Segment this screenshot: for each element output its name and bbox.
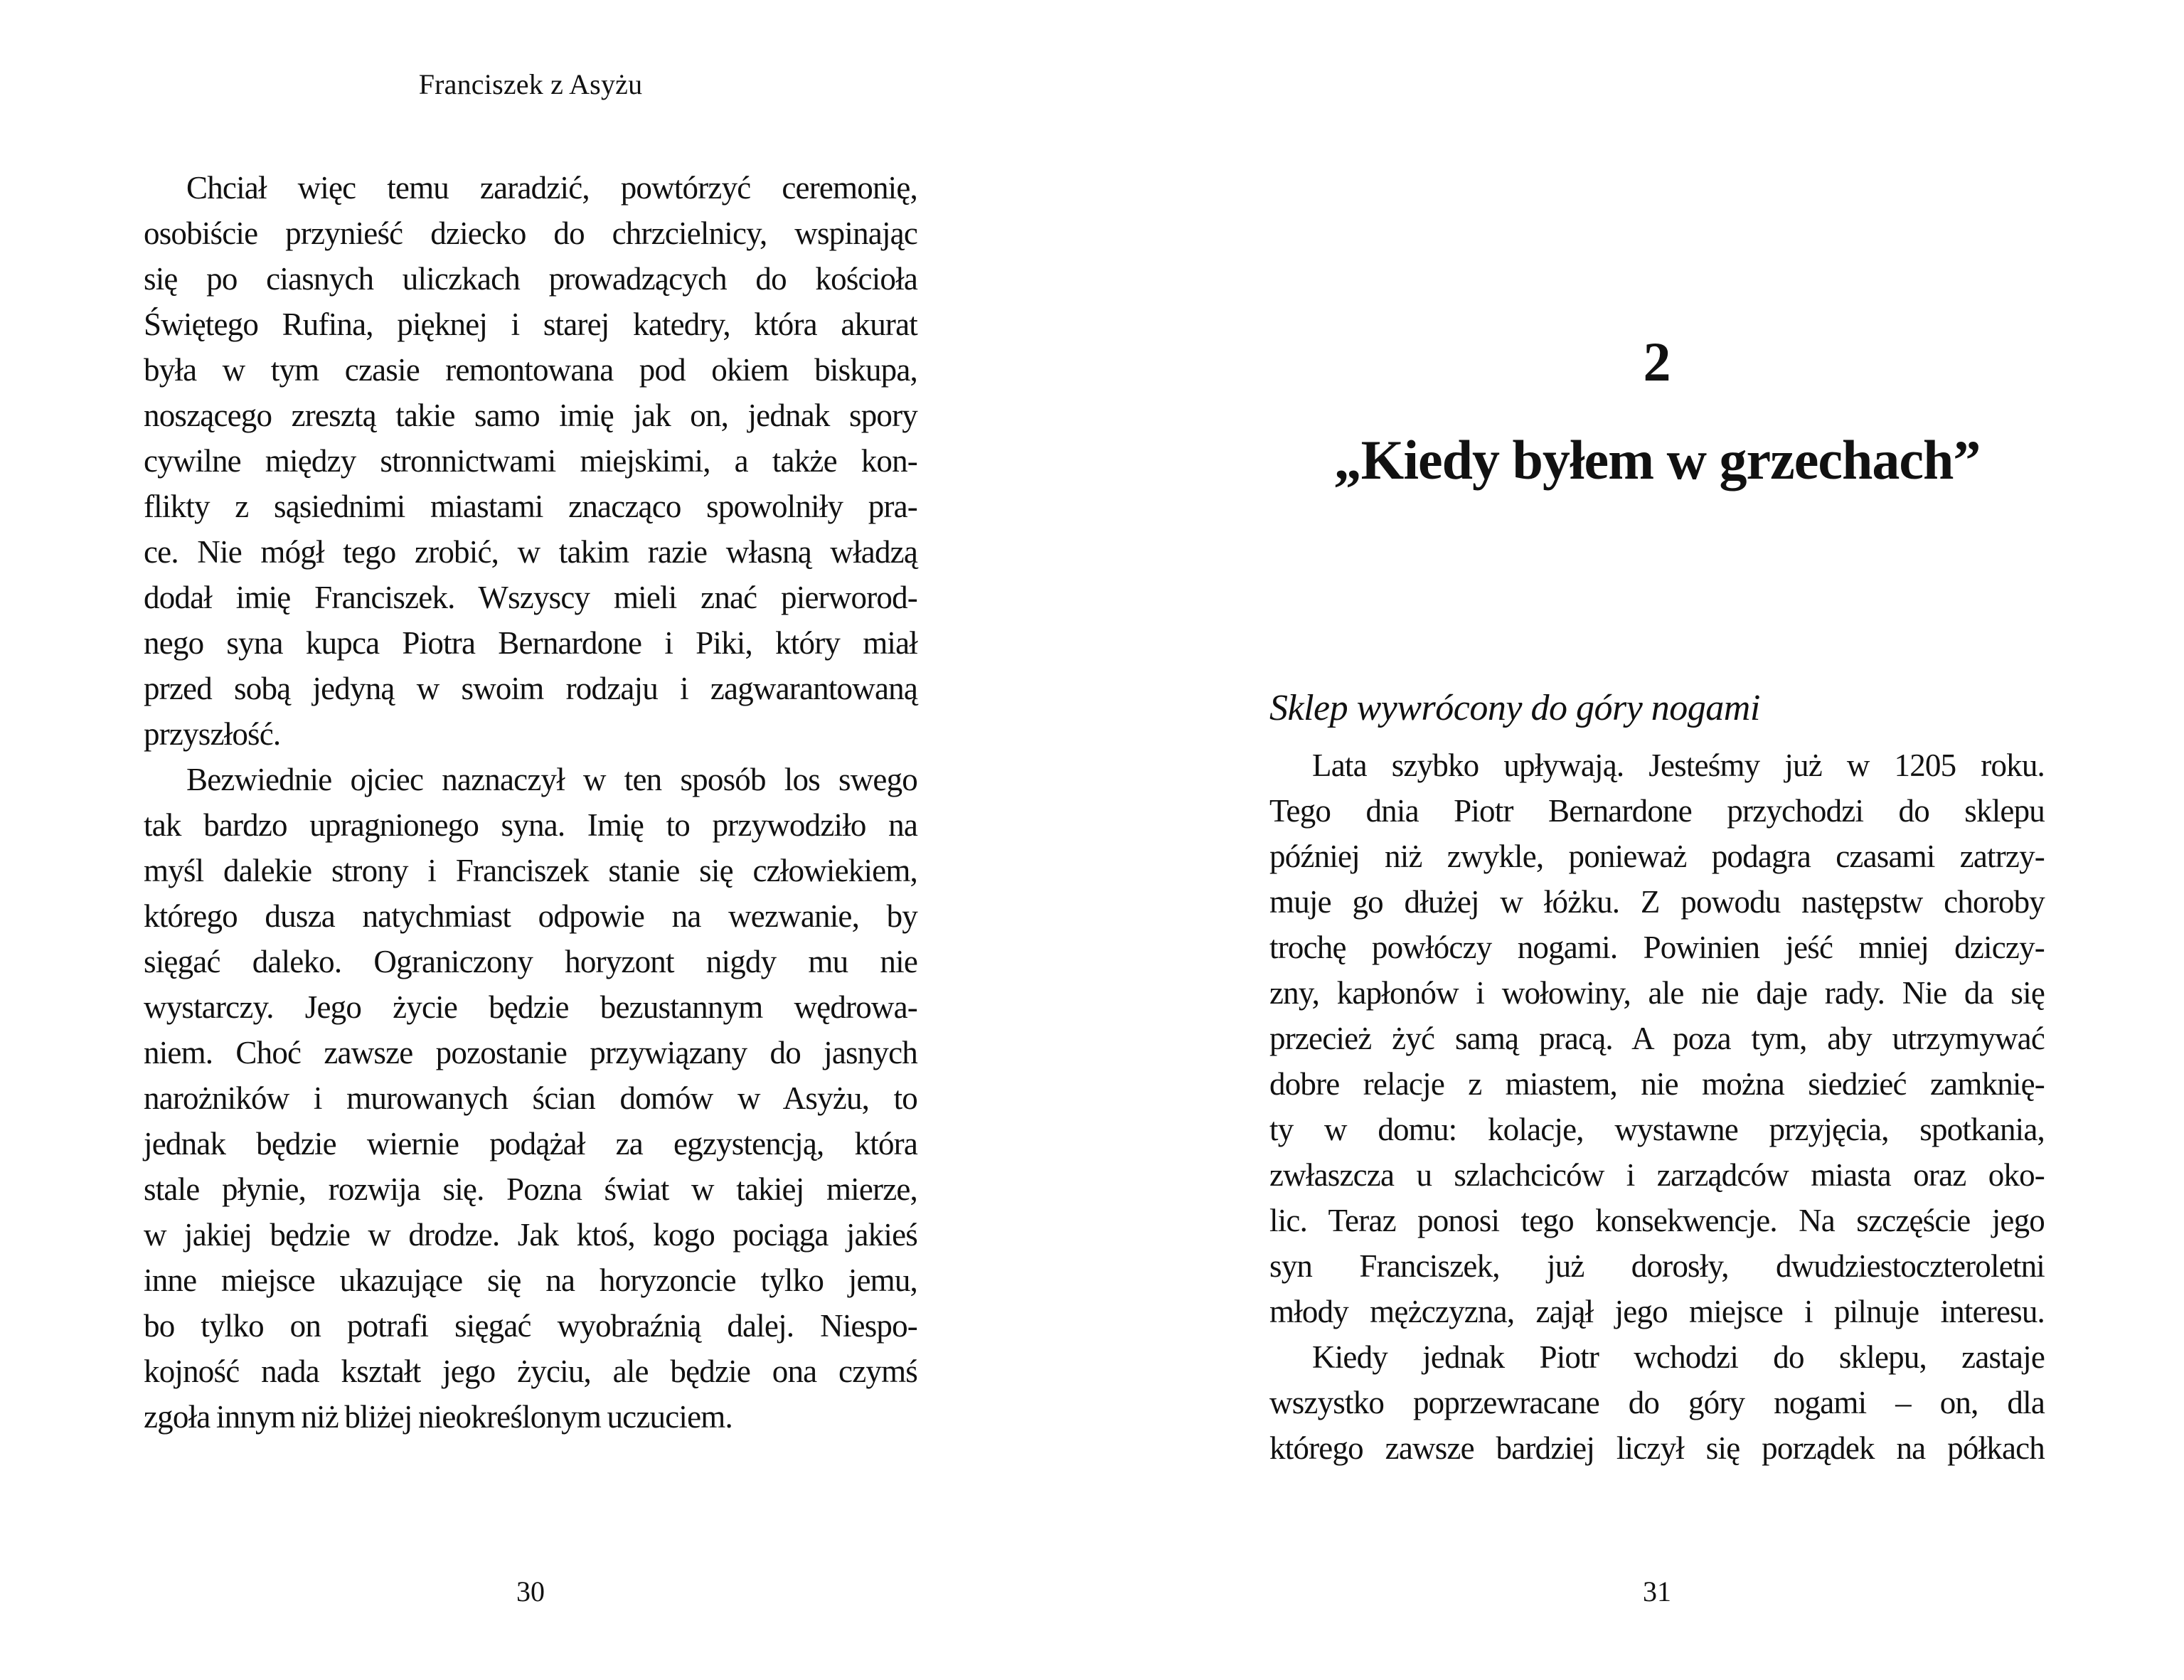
text-line: przed sobą jedyną w swoim rodzaju i zagwarantowaną	[144, 671, 917, 706]
text-line: zgoła innym niż bliżej nieokreślonym uczuciem.	[144, 1399, 733, 1435]
text-line: ce. Nie mógł tego zrobić, w takim razie własną władzą	[144, 534, 917, 570]
text-line: bo tylko on potrafi sięgać wyobraźnią dalej. Niespo-	[144, 1308, 917, 1344]
text-line: się po ciasnych uliczkach prowadzących do kościoła	[144, 261, 917, 297]
text-line: syn Franciszek, już dorosły, dwudziestoczteroletni	[1269, 1248, 2045, 1284]
text-line: Bezwiednie ojciec naznaczył w ten sposób los swego	[186, 762, 917, 797]
text-line: dodał imię Franciszek. Wszyscy mieli znać pierworod-	[144, 580, 917, 615]
text-line: Lata szybko upływają. Jesteśmy już w 1205 roku.	[1312, 748, 2045, 783]
text-line: niem. Choć zawsze pozostanie przywiązany do jasnych	[144, 1035, 917, 1070]
text-line: cywilne między stronnictwami miejskimi, a także kon-	[144, 443, 917, 479]
text-line: myśl dalekie strony i Franciszek stanie się człowiekiem,	[144, 853, 917, 888]
text-line: wszystko poprzewracane do góry nogami – on, dla	[1269, 1385, 2045, 1420]
right-page-body-text	[1269, 743, 2045, 1471]
text-line: ty w domu: kolacje, wystawne przyjęcia, spotkania,	[1269, 1112, 2045, 1147]
text-line: przecież żyć samą pracą. A poza tym, aby utrzymywać	[1269, 1021, 2045, 1056]
left-page-body-text	[144, 165, 917, 1440]
text-line: Kiedy jednak Piotr wchodzi do sklepu, zastaje	[1312, 1339, 2045, 1375]
text-line: stale płynie, rozwija się. Pozna świat w takiej mierze,	[144, 1171, 917, 1207]
text-line: którego dusza natychmiast odpowie na wezwanie, by	[144, 898, 917, 934]
text-line: tak bardzo upragnionego syna. Imię to przywodziło na	[144, 807, 917, 843]
text-line: zny, kapłonów i wołowiny, ale nie daje rady. Nie da się	[1269, 975, 2045, 1011]
text-line: muje go dłużej w łóżku. Z powodu następstw choroby	[1269, 884, 2045, 920]
running-header: Franciszek z Asyżu	[418, 68, 643, 100]
text-line: jednak będzie wiernie podążał za egzystencją, która	[144, 1126, 917, 1161]
text-line: lic. Teraz ponosi tego konsekwencje. Na szczęście jego	[1269, 1203, 2045, 1238]
text-line: flikty z sąsiednimi miastami znacząco spowolniły pra-	[144, 489, 917, 524]
right-page	[1269, 0, 2045, 1680]
text-line: narożników i murowanych ścian domów w Asyżu, to	[144, 1080, 917, 1116]
text-line: Tego dnia Piotr Bernardone przychodzi do sklepu	[1269, 793, 2045, 829]
paragraph	[1269, 743, 2045, 1334]
page-number-right: 31	[1643, 1575, 1671, 1607]
text-line: później niż zwykle, ponieważ podagra czasami zatrzy-	[1269, 839, 2045, 874]
paragraph	[144, 165, 917, 757]
text-line: osobiście przynieść dziecko do chrzcielnicy, wspinając	[144, 216, 917, 251]
text-line: dobre relacje z miastem, nie można siedzieć zamknię-	[1269, 1066, 2045, 1102]
paragraph	[144, 757, 917, 1440]
chapter-title: „Kiedy byłem w grzechach”	[1333, 429, 1981, 491]
page-number-left: 30	[516, 1575, 545, 1607]
chapter-number: 2	[1643, 331, 1671, 393]
text-line: zwłaszcza u szlachciców i zarządców miasta oraz oko-	[1269, 1157, 2045, 1193]
text-line: noszącego zresztą takie samo imię jak on, jednak spory	[144, 398, 917, 433]
text-line: Świętego Rufina, pięknej i starej katedry, która akurat	[144, 307, 917, 342]
text-line: młody mężczyzna, zajął jego miejsce i pilnuje interesu.	[1269, 1294, 2045, 1329]
text-line: inne miejsce ukazujące się na horyzoncie tylko jemu,	[144, 1262, 917, 1298]
text-line: trochę powłóczy nogami. Powinien jeść mniej dziczy-	[1269, 930, 2045, 965]
text-line: którego zawsze bardziej liczył się porządek na półkach	[1269, 1430, 2045, 1466]
text-line: wystarczy. Jego życie będzie bezustannym wędrowa-	[144, 989, 917, 1025]
text-line: była w tym czasie remontowana pod okiem biskupa,	[144, 352, 917, 388]
text-line: Chciał więc temu zaradzić, powtórzyć ceremonię,	[186, 170, 917, 206]
text-line: przyszłość.	[144, 716, 281, 752]
section-heading: Sklep wywrócony do góry nogami	[1269, 688, 1760, 728]
text-line: sięgać daleko. Ograniczony horyzont nigdy mu nie	[144, 944, 917, 979]
text-line: nego syna kupca Piotra Bernardone i Piki, który miał	[144, 625, 917, 661]
text-line: w jakiej będzie w drodze. Jak ktoś, kogo pociąga jakieś	[144, 1217, 917, 1253]
left-page	[144, 0, 917, 1680]
text-line: kojność nada kształt jego życiu, ale będzie ona czymś	[144, 1354, 917, 1389]
paragraph	[1269, 1334, 2045, 1471]
